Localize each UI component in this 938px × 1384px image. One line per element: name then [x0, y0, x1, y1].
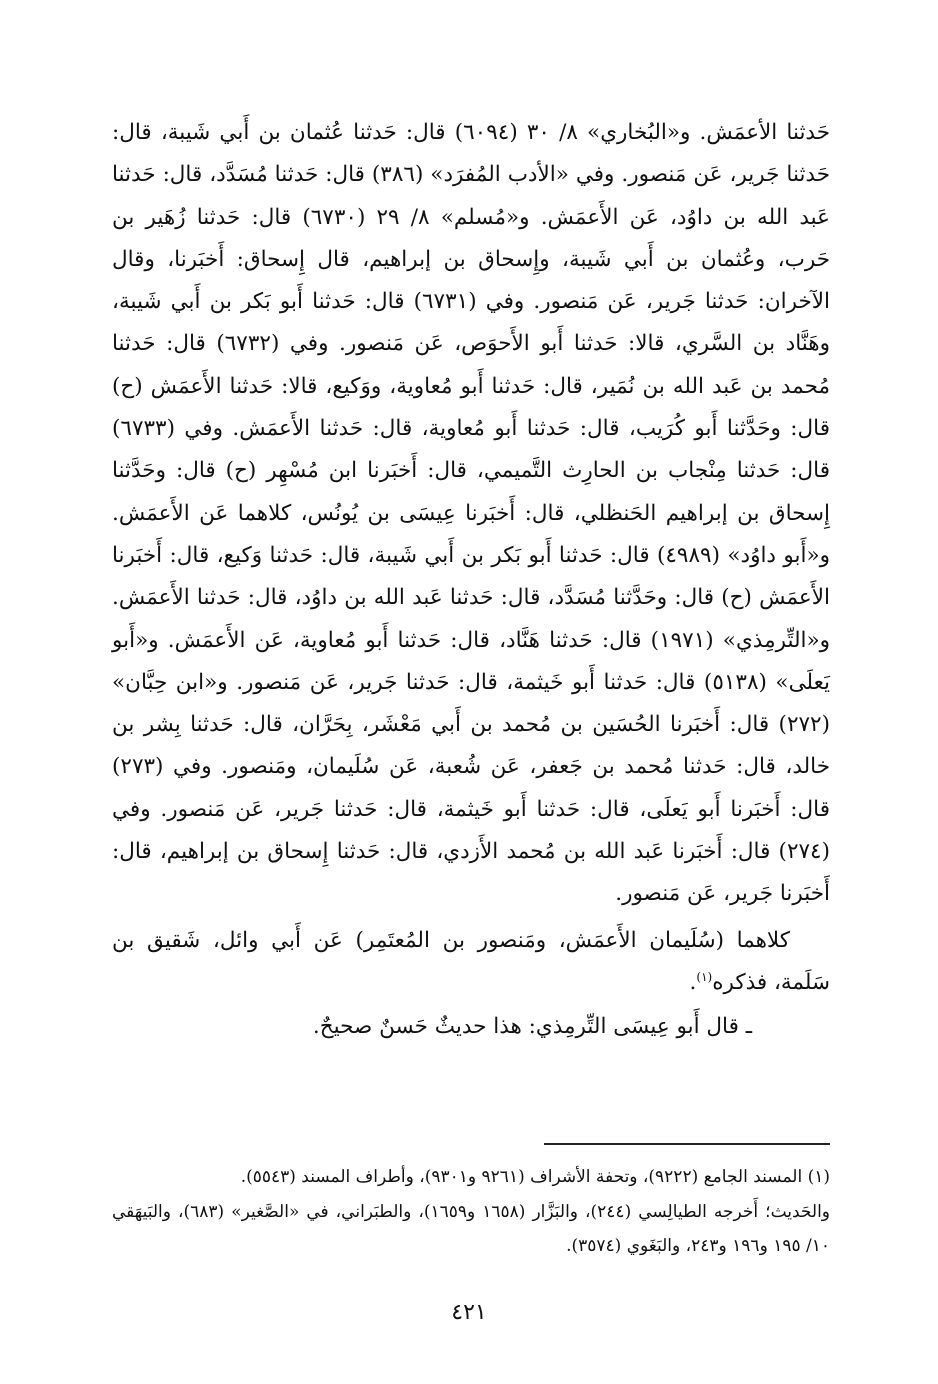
footnote-1-continuation: والحَديث؛ أَخرجه الطيالِسي (٢٤٤)، والبَزَّار (١٦٥٨ و١٦٥٩)، والطبَراني، في «الصَّغير» (٦٨٣)، والبَيهَقي ١٠/ ١٩٥ و١٩٦ و٢٤٣، والبَغَوي (٣٥٧٤).	[112, 1201, 831, 1256]
tirmidhi-grading-paragraph: ـ قال أَبو عِيسَى التِّرمِذي: هذا حديثٌ حَسنٌ صحيحٌ.	[312, 1014, 752, 1040]
main-text	[112, 112, 830, 1049]
footnote-1: (١) المسند الجامع (٩٢٢٢)، وتحفة الأشراف (٩٢٦١ و٩٣٠١)، وأطراف المسند (٥٥٤٣).	[240, 1167, 830, 1187]
isnad-summary-paragraph: كلاهما (سُلَيمان الأَعمَش، ومَنصور بن المُعتَمِر) عَن أَبي وائل، شَقيق بن سَلَمة، فذكره$^{(١)}$.	[112, 927, 830, 995]
footnote-reference[interactable]: (١)	[696, 969, 713, 984]
page-number: ٤٢١	[451, 1300, 487, 1325]
isnad-summary-text: كلاهما (سُلَيمان الأَعمَش، ومَنصور بن المُعتَمِر) عَن أَبي وائل، شَقيق بن سَلَمة، فذكره	[112, 927, 830, 995]
footnotes-section	[112, 1160, 830, 1264]
footnote-separator	[544, 1143, 830, 1145]
hadith-takhrij-paragraph: حَدثنا الأعمَش. و«البُخاري» ٨/ ٣٠ (٦٠٩٤) قال: حَدثنا عُثمان بن أَبي شَيبة، قال: حَدثنا جَرير، عَن مَنصور. وفي «الأدب المُفرَد» (٣٨٦) قال: حَدثنا مُسَدَّد، قال: حَدثنا عَبد الله بن داوُد، عَن الأَعمَش. و«مُسلم» ٨/ ٢٩ (٦٧٣٠) قال: حَدثنا زُهَير بن حَرب، وعُثمان بن أَبي شَيبة، وإِسحاق بن إبراهيم، قال إِسحاق: أَخبَرنا، وقال الآخران: حَدثنا جَرير، عَن مَنصور. وفي (٦٧٣١) قال: حَدثنا أَبو بَكر بن أَبي شَيبة، وهَنَّاد بن السَّري، قالا: حَدثنا أَبو الأَحوَص، عَن مَنصور. وفي (٦٧٣٢) قال: حَدثنا مُحمد بن عَبد الله بن نُمَير، قال: حَدثنا أَبو مُعاوية، ووَكيع، قالا: حَدثنا الأَعمَش (ح) قال: وحَدَّثنا أَبو كُرَيب، قال: حَدثنا أَبو مُعاوية، قال: حَدثنا الأَعمَش. وفي (٦٧٣٣) قال: حَدثنا مِنْجاب بن الحارِث التَّميمي، قال: أَخبَرنا ابن مُسْهِر (ح) قال: وحَدَّثنا إِسحاق بن إبراهيم الحَنظلي، قال: أَخبَرنا عِيسَى بن يُونُس، كلاهما عَن الأَعمَش. و«أَبو داوُد» (٤٩٨٩) قال: حَدثنا أَبو بَكر بن أَبي شَيبة، قال: حَدثنا وَكيع، قال: أَخبَرنا الأَعمَش (ح) قال: وحَدَّثنا مُسَدَّد، قال: حَدثنا عَبد الله بن داوُد، قال: حَدثنا الأَعمَش. و«التِّرمِذي» (١٩٧١) قال: حَدثنا هَنَّاد، قال: حَدثنا أَبو مُعاوية، عَن الأَعمَش. و«أَبو يَعلَى» (٥١٣٨) قال: حَدثنا أَبو خَيثمة، قال: حَدثنا جَرير، عَن مَنصور. و«ابن حِبَّان» (٢٧٢) قال: أَخبَرنا الحُسَين بن مُحمد بن أَبي مَعْشَر، بِحَرَّان، قال: حَدثنا بِشر بن خالد، قال: حَدثنا مُحمد بن جَعفر، عَن شُعبة، عَن سُلَيمان، ومَنصور. وفي (٢٧٣) قال: أَخبَرنا أَبو يَعلَى، قال: حَدثنا أَبو خَيثمة، قال: حَدثنا جَرير، عَن مَنصور. وفي (٢٧٤) قال: أَخبَرنا عَبد الله بن مُحمد الأَزدي، قال: حَدثنا إِسحاق بن إبراهيم، قال: أَخبَرنا جَرير، عَن مَنصور.	[112, 120, 831, 907]
